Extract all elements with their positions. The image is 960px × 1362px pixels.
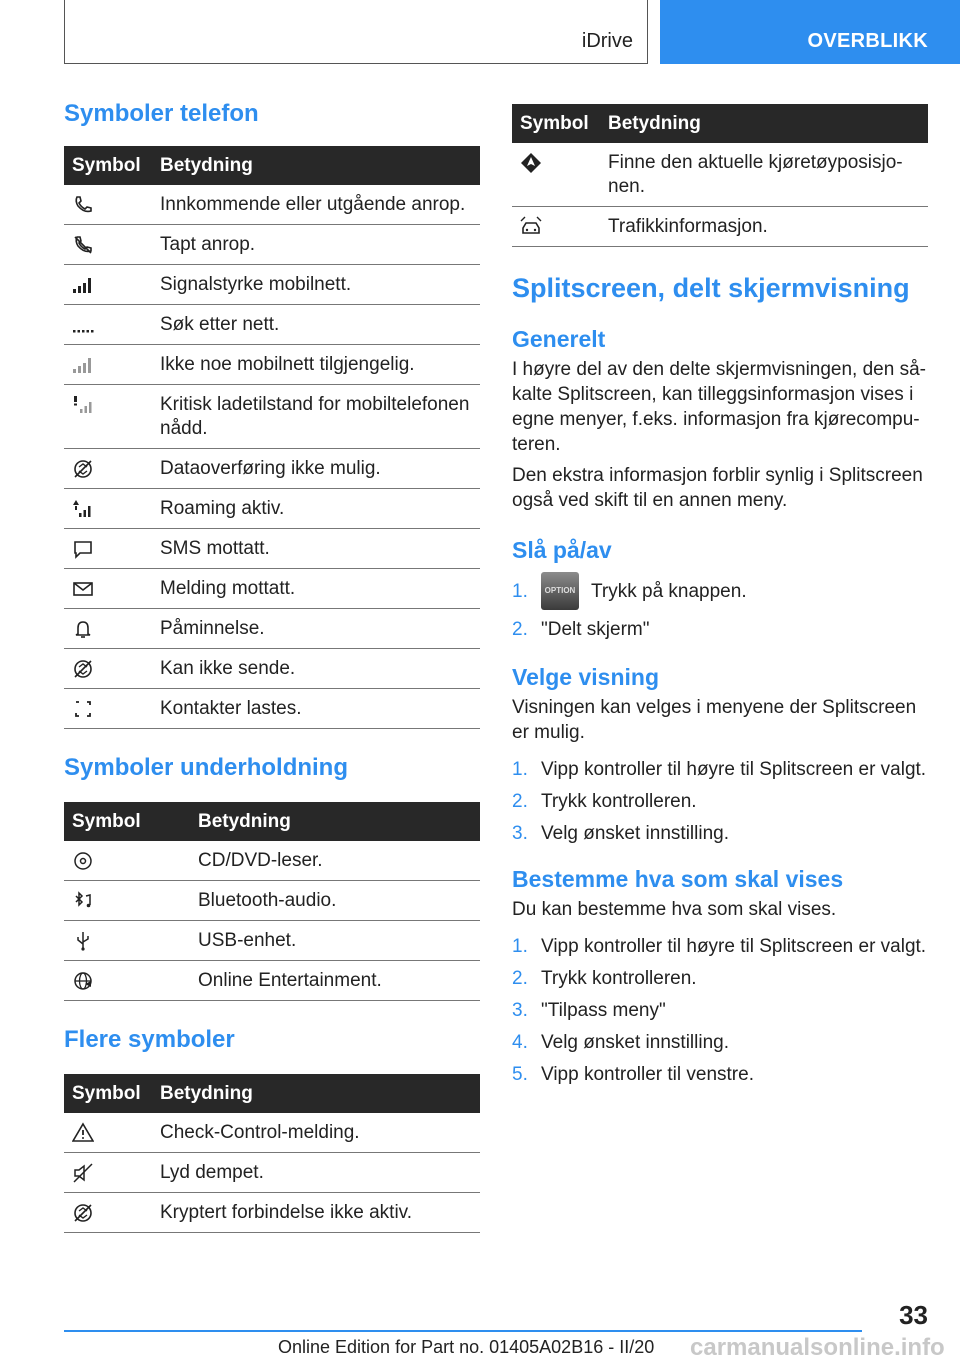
col-meaning: Betydning [152,1074,480,1113]
footer-edition: Online Edition for Part no. 01405A02B16 - II/20 [278,1337,655,1357]
footer-divider [64,1330,862,1332]
missed-call-icon [72,234,94,256]
phone-icon [72,194,94,216]
col-symbol: Symbol [64,802,190,841]
col-meaning: Betydning [600,104,928,143]
table-row: CD/DVD-leser. [64,841,480,881]
more-symbols-title: Flere symboler [64,1026,235,1053]
sms-icon [72,538,94,560]
table-row: Check-Control-melding. [64,1113,480,1153]
header-chapter-title: OVERBLIKK [807,30,928,52]
table-row: Roaming aktiv. [64,489,480,529]
table-row: Tapt anrop. [64,225,480,265]
option-button-icon: OPTION [541,572,579,610]
onoff-title: Slå på/av [512,537,612,563]
list-item: 5. Vipp kontroller til venstre. [512,1064,754,1085]
network-search-icon [72,314,94,336]
table-row: Kan ikke sende. [64,649,480,689]
define-content-steps [512,934,928,1087]
usb-icon [72,930,94,952]
list-item: 2. Trykk kontrolleren. [512,968,697,989]
header-chapter-tab [660,0,960,64]
table-row: Kritisk ladetilstand for mobiltelefonen nådd. [64,385,480,449]
select-view-paragraph: Visningen kan velges i menyene der Splitscreen er mulig. [512,697,917,743]
table-row: Melding mottatt. [64,569,480,609]
sound-muted-icon [72,1162,94,1184]
table-row: Dataoverføring ikke mulig. [64,449,480,489]
list-item: 3. Velg ønsket innstilling. [512,823,729,844]
define-content-paragraph: Du kan bestemme hva som skal vises. [512,899,837,920]
disc-icon [72,850,94,872]
list-item: 2. "Delt skjerm" [512,619,650,640]
traffic-info-icon [520,216,542,238]
table-row: USB-enhet. [64,921,480,961]
bell-icon [72,618,94,640]
col-symbol: Symbol [512,104,600,143]
list-item: 1. Vipp kontroller til høyre til Splitscreen er valgt. [512,936,927,957]
entertainment-symbols-title: Symboler underholdning [64,754,349,781]
no-data-icon [72,458,94,480]
table-row: Påminnelse. [64,609,480,649]
mail-icon [72,578,94,600]
table-row: Finne den aktuelle kjøretøyposisjo-nen. [512,143,928,207]
table-row: Lyd dempet. [64,1153,480,1193]
roaming-icon [72,498,94,520]
watermark: carmanualsonline.info [690,1334,945,1361]
header-section-box [64,0,648,64]
select-view-title: Velge visning [512,664,659,690]
table-row: Online Entertainment. [64,961,480,1001]
table-row: Kryptert forbindelse ikke aktiv. [64,1193,480,1233]
splitscreen-title: Splitscreen, delt skjermvisning [512,273,910,303]
encryption-off-icon [72,1202,94,1224]
warning-icon [72,1122,94,1144]
select-view-steps [512,757,928,846]
onoff-steps [512,572,928,642]
table-row: SMS mottatt. [64,529,480,569]
list-item: 2. Trykk kontrolleren. [512,791,697,812]
phone-symbols-table [64,146,480,729]
page-number: 33 [899,1300,928,1330]
general-paragraph-2: Den ekstra informasjon forblir synlig i Splitscreen også ved skift til en annen meny. [512,465,923,511]
no-signal-icon [72,354,94,376]
table-row: Signalstyrke mobilnett. [64,265,480,305]
col-meaning: Betydning [190,802,480,841]
more-symbols-table [64,1074,480,1233]
cannot-send-icon [72,658,94,680]
phone-symbols-title: Symboler telefon [64,100,259,127]
right-column [512,104,928,1094]
table-row: Søk etter nett. [64,305,480,345]
col-meaning: Betydning [152,146,480,185]
general-paragraph-1: I høyre del av den delte skjermvisningen, den så-kalte Splitscreen, kan tilleggsinformasjon vises i egne menyer, f.eks. informasjon fra kjørecompu-teren. [512,359,926,455]
list-item: 1. Vipp kontroller til høyre til Splitscreen er valgt. [512,759,927,780]
list-item: 4. Velg ønsket innstilling. [512,1032,729,1053]
table-row: Ikke noe mobilnett tilgjengelig. [64,345,480,385]
header-section-title: iDrive [581,30,633,52]
table-row: Trafikkinformasjon. [512,207,928,247]
online-entertainment-icon [72,970,94,992]
left-column [64,100,480,1233]
general-title: Generelt [512,326,606,352]
low-battery-icon [72,394,94,416]
entertainment-symbols-table [64,802,480,1001]
bluetooth-audio-icon [72,890,94,912]
table-row: Innkommende eller utgående anrop. [64,185,480,225]
col-symbol: Symbol [64,146,152,185]
position-icon [520,152,542,174]
contacts-loading-icon [72,698,94,720]
col-symbol: Symbol [64,1074,152,1113]
list-item: 3. "Tilpass meny" [512,1000,666,1021]
navigation-symbols-table [512,104,928,247]
table-row: Bluetooth-audio. [64,881,480,921]
signal-strength-icon [72,274,94,296]
table-row: Kontakter lastes. [64,689,480,729]
define-content-title: Bestemme hva som skal vises [512,866,844,892]
list-item: 1. OPTION Trykk på knappen. [512,572,928,610]
